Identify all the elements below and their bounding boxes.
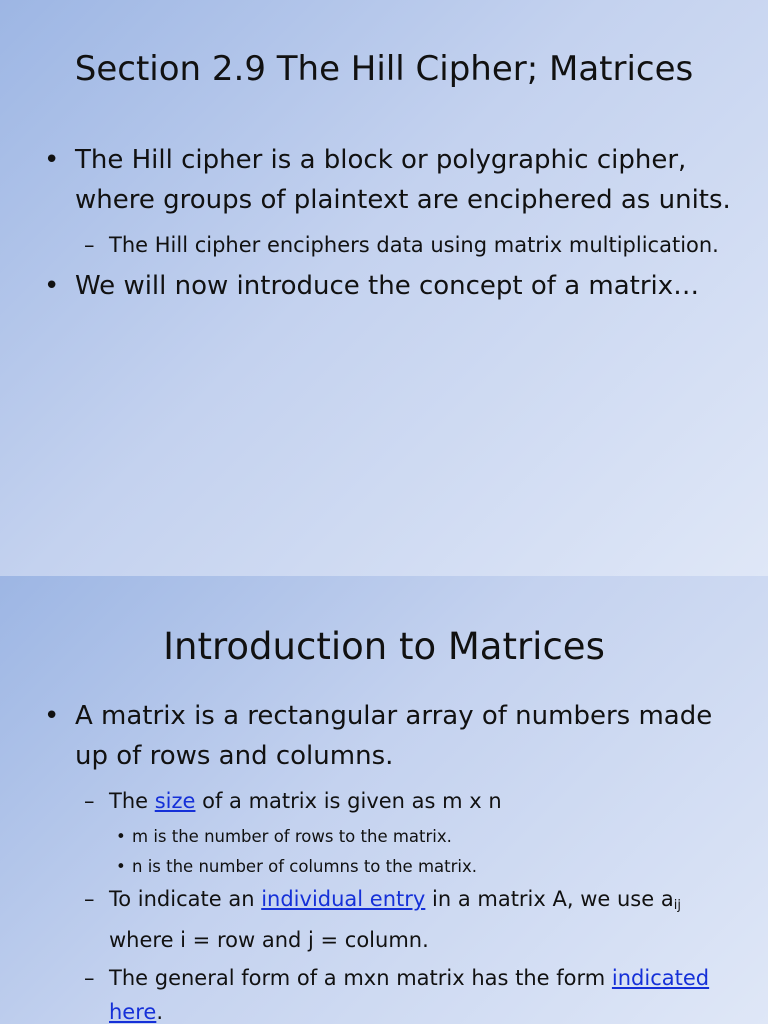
slide-title: Introduction to Matrices <box>163 625 605 668</box>
form-text-post: . <box>156 1000 164 1024</box>
size-link[interactable]: size <box>154 789 196 813</box>
bullet-hill-cipher-definition: • The Hill cipher is a block or polygraphic cipher, where groups of plaintext are enciphered as units. <box>44 140 734 220</box>
sub-bullet-individual-entry <box>84 882 734 957</box>
sub-bullet-matrix-multiplication: – The Hill cipher enciphers data using matrix multiplication. <box>84 228 734 262</box>
slide-title: Section 2.9 The Hill Cipher; Matrices <box>74 49 694 89</box>
entry-text-pre: To indicate an <box>109 887 262 911</box>
entry-text-post: where i = row and j = column. <box>109 928 429 952</box>
size-text-post: of a matrix is given as m x n <box>195 789 502 813</box>
entry-subscript: ij <box>673 898 681 913</box>
bullet-matrix-definition: • A matrix is a rectangular array of numbers made up of rows and columns. <box>44 696 734 776</box>
cols-note: • n is the number of columns to the matrix. <box>116 852 734 882</box>
sub-bullet-matrix-size <box>84 784 734 818</box>
slide-intro-matrices <box>0 576 768 1024</box>
sub-bullet-general-form <box>84 961 734 1024</box>
rows-note: • m is the number of rows to the matrix. <box>116 822 734 852</box>
size-text-pre: The <box>109 789 155 813</box>
bullet-introduce-matrix: • We will now introduce the concept of a matrix… <box>44 266 734 306</box>
slide-content <box>44 140 734 314</box>
individual-entry-link[interactable]: individual entry <box>261 887 426 911</box>
indicated-here-link[interactable]: indicated here <box>109 966 710 1024</box>
form-text-pre: The general form of a mxn matrix has the form <box>109 966 612 990</box>
slide-content <box>44 696 734 1024</box>
entry-text-mid: in a matrix A, we use a <box>425 887 674 911</box>
